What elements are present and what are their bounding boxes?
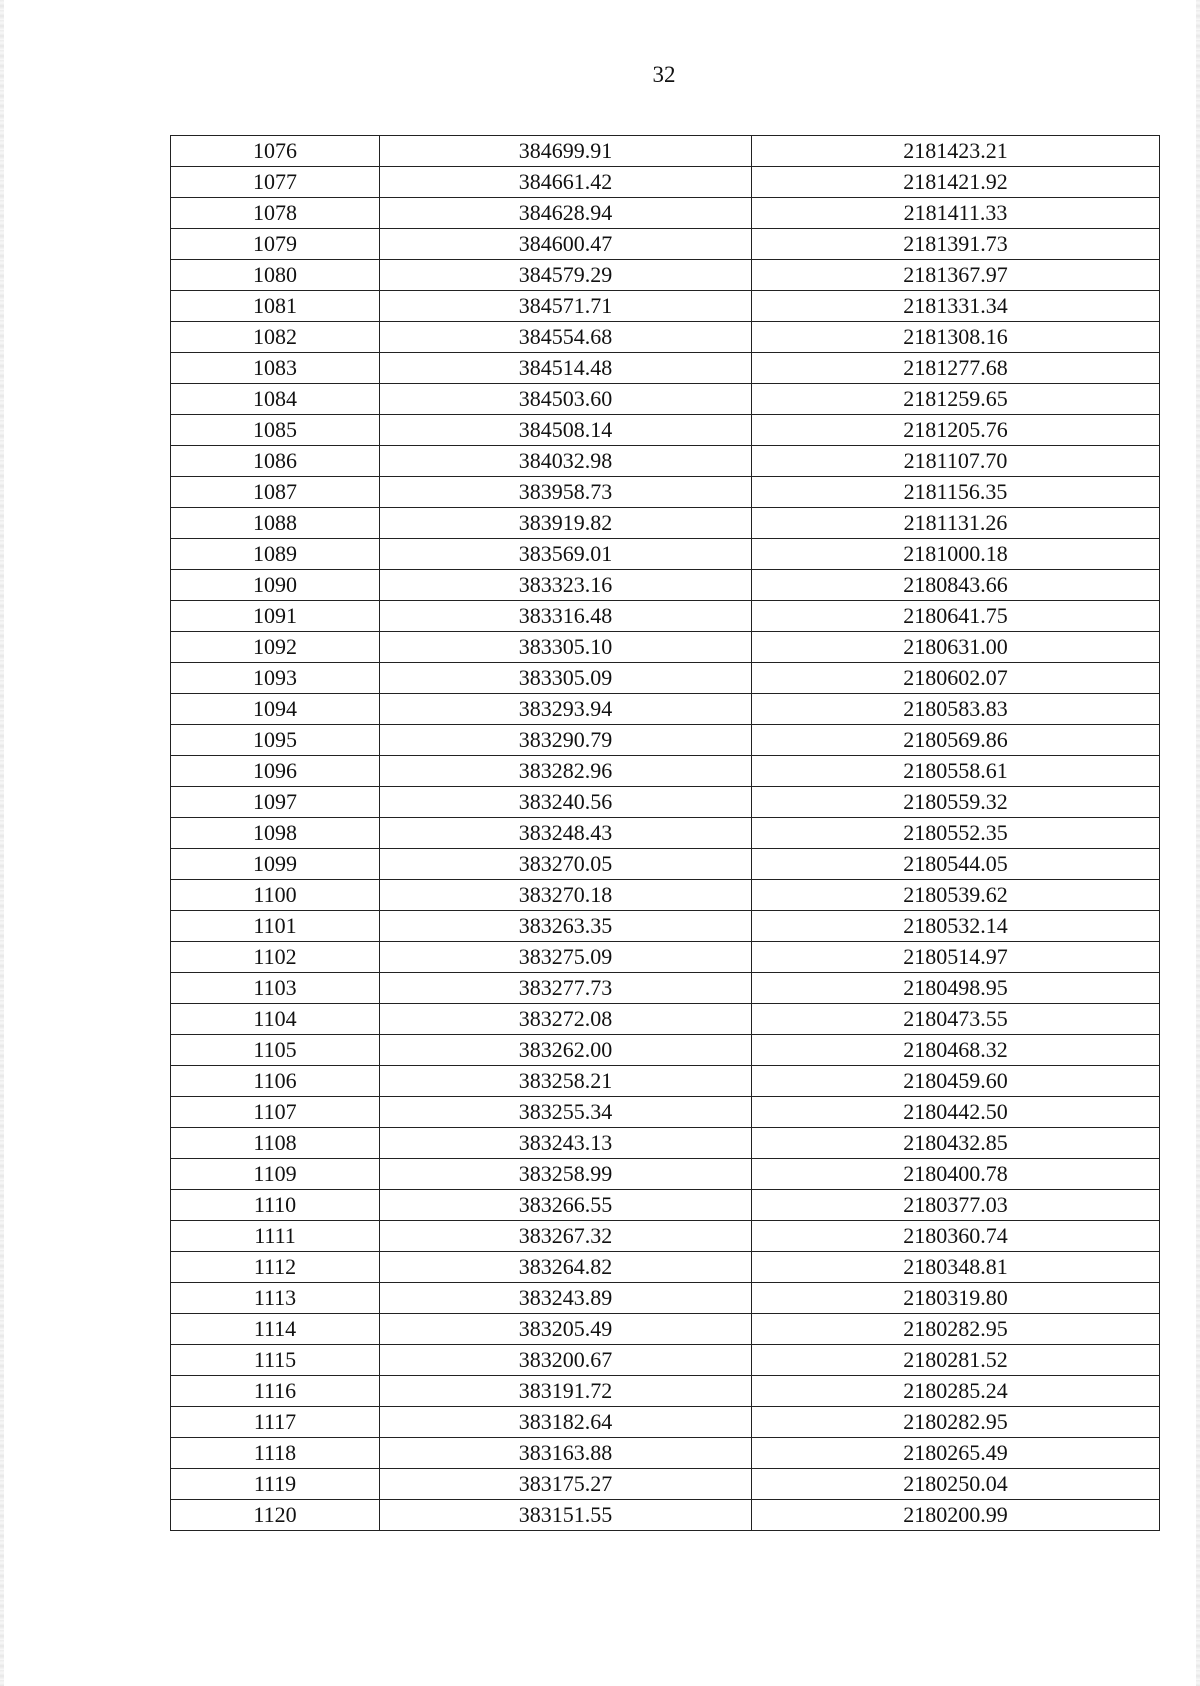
table-row: [171, 911, 1160, 942]
y-coordinate-cell: 2180442.50: [752, 1097, 1160, 1128]
x-coordinate-cell: 384503.60: [380, 384, 752, 415]
x-coordinate-cell: 383267.32: [380, 1221, 752, 1252]
point-number-cell: 1076: [171, 136, 380, 167]
x-coordinate-cell: 383264.82: [380, 1252, 752, 1283]
y-coordinate-cell: 2180498.95: [752, 973, 1160, 1004]
point-number-cell: 1119: [171, 1469, 380, 1500]
x-coordinate-cell: 383282.96: [380, 756, 752, 787]
x-coordinate-cell: 383248.43: [380, 818, 752, 849]
x-coordinate-cell: 383243.13: [380, 1128, 752, 1159]
x-coordinate-cell: 383275.09: [380, 942, 752, 973]
point-number-cell: 1101: [171, 911, 380, 942]
table-row: [171, 818, 1160, 849]
table-row: [171, 880, 1160, 911]
point-number-cell: 1090: [171, 570, 380, 601]
table-row: [171, 1004, 1160, 1035]
table-row: [171, 322, 1160, 353]
table-row: [171, 539, 1160, 570]
y-coordinate-cell: 2180348.81: [752, 1252, 1160, 1283]
scan-edge-left: [0, 0, 4, 1686]
point-number-cell: 1083: [171, 353, 380, 384]
y-coordinate-cell: 2180459.60: [752, 1066, 1160, 1097]
y-coordinate-cell: 2181277.68: [752, 353, 1160, 384]
point-number-cell: 1112: [171, 1252, 380, 1283]
point-number-cell: 1099: [171, 849, 380, 880]
y-coordinate-cell: 2180282.95: [752, 1407, 1160, 1438]
point-number-cell: 1085: [171, 415, 380, 446]
table-row: [171, 1345, 1160, 1376]
table-row: [171, 632, 1160, 663]
table-row: [171, 1221, 1160, 1252]
point-number-cell: 1106: [171, 1066, 380, 1097]
x-coordinate-cell: 383240.56: [380, 787, 752, 818]
point-number-cell: 1108: [171, 1128, 380, 1159]
y-coordinate-cell: 2180473.55: [752, 1004, 1160, 1035]
table-row: [171, 570, 1160, 601]
table-row: [171, 1190, 1160, 1221]
table-row: [171, 291, 1160, 322]
point-number-cell: 1077: [171, 167, 380, 198]
y-coordinate-cell: 2181107.70: [752, 446, 1160, 477]
y-coordinate-cell: 2181308.16: [752, 322, 1160, 353]
point-number-cell: 1095: [171, 725, 380, 756]
point-number-cell: 1088: [171, 508, 380, 539]
point-number-cell: 1117: [171, 1407, 380, 1438]
table-row: [171, 725, 1160, 756]
x-coordinate-cell: 384600.47: [380, 229, 752, 260]
table-row: [171, 1438, 1160, 1469]
point-number-cell: 1102: [171, 942, 380, 973]
table-row: [171, 229, 1160, 260]
x-coordinate-cell: 383305.09: [380, 663, 752, 694]
table-row: [171, 508, 1160, 539]
point-number-cell: 1096: [171, 756, 380, 787]
y-coordinate-cell: 2181391.73: [752, 229, 1160, 260]
y-coordinate-cell: 2180539.62: [752, 880, 1160, 911]
table-row: [171, 1283, 1160, 1314]
y-coordinate-cell: 2180285.24: [752, 1376, 1160, 1407]
point-number-cell: 1082: [171, 322, 380, 353]
table-row: [171, 694, 1160, 725]
y-coordinate-cell: 2180602.07: [752, 663, 1160, 694]
point-number-cell: 1079: [171, 229, 380, 260]
point-number-cell: 1087: [171, 477, 380, 508]
table-row: [171, 787, 1160, 818]
coordinate-table-body: [171, 136, 1160, 1531]
y-coordinate-cell: 2180200.99: [752, 1500, 1160, 1531]
table-row: [171, 849, 1160, 880]
x-coordinate-cell: 383316.48: [380, 601, 752, 632]
point-number-cell: 1115: [171, 1345, 380, 1376]
table-row: [171, 756, 1160, 787]
y-coordinate-cell: 2181423.21: [752, 136, 1160, 167]
y-coordinate-cell: 2180552.35: [752, 818, 1160, 849]
table-row: [171, 477, 1160, 508]
table-row: [171, 1128, 1160, 1159]
table-row: [171, 415, 1160, 446]
point-number-cell: 1105: [171, 1035, 380, 1066]
point-number-cell: 1100: [171, 880, 380, 911]
point-number-cell: 1113: [171, 1283, 380, 1314]
x-coordinate-cell: 383290.79: [380, 725, 752, 756]
y-coordinate-cell: 2181156.35: [752, 477, 1160, 508]
point-number-cell: 1080: [171, 260, 380, 291]
table-row: [171, 384, 1160, 415]
x-coordinate-cell: 383569.01: [380, 539, 752, 570]
y-coordinate-cell: 2180631.00: [752, 632, 1160, 663]
y-coordinate-cell: 2180250.04: [752, 1469, 1160, 1500]
point-number-cell: 1118: [171, 1438, 380, 1469]
point-number-cell: 1116: [171, 1376, 380, 1407]
table-row: [171, 1500, 1160, 1531]
point-number-cell: 1111: [171, 1221, 380, 1252]
x-coordinate-cell: 384571.71: [380, 291, 752, 322]
x-coordinate-cell: 384661.42: [380, 167, 752, 198]
table-row: [171, 198, 1160, 229]
point-number-cell: 1107: [171, 1097, 380, 1128]
y-coordinate-cell: 2180400.78: [752, 1159, 1160, 1190]
y-coordinate-cell: 2181259.65: [752, 384, 1160, 415]
table-row: [171, 601, 1160, 632]
x-coordinate-cell: 383270.05: [380, 849, 752, 880]
x-coordinate-cell: 383323.16: [380, 570, 752, 601]
table-row: [171, 1035, 1160, 1066]
x-coordinate-cell: 383163.88: [380, 1438, 752, 1469]
y-coordinate-cell: 2180641.75: [752, 601, 1160, 632]
y-coordinate-cell: 2180514.97: [752, 942, 1160, 973]
x-coordinate-cell: 383258.99: [380, 1159, 752, 1190]
table-row: [171, 1376, 1160, 1407]
y-coordinate-cell: 2180558.61: [752, 756, 1160, 787]
y-coordinate-cell: 2180377.03: [752, 1190, 1160, 1221]
scan-edge-right: [1196, 0, 1200, 1686]
point-number-cell: 1081: [171, 291, 380, 322]
y-coordinate-cell: 2180532.14: [752, 911, 1160, 942]
y-coordinate-cell: 2180843.66: [752, 570, 1160, 601]
point-number-cell: 1092: [171, 632, 380, 663]
table-row: [171, 1159, 1160, 1190]
point-number-cell: 1103: [171, 973, 380, 1004]
y-coordinate-cell: 2181331.34: [752, 291, 1160, 322]
table-row: [171, 353, 1160, 384]
table-row: [171, 1066, 1160, 1097]
y-coordinate-cell: 2181205.76: [752, 415, 1160, 446]
table-row: [171, 663, 1160, 694]
x-coordinate-cell: 384628.94: [380, 198, 752, 229]
y-coordinate-cell: 2180544.05: [752, 849, 1160, 880]
x-coordinate-cell: 383175.27: [380, 1469, 752, 1500]
x-coordinate-cell: 383266.55: [380, 1190, 752, 1221]
y-coordinate-cell: 2180583.83: [752, 694, 1160, 725]
y-coordinate-cell: 2180569.86: [752, 725, 1160, 756]
point-number-cell: 1098: [171, 818, 380, 849]
x-coordinate-cell: 383262.00: [380, 1035, 752, 1066]
y-coordinate-cell: 2180468.32: [752, 1035, 1160, 1066]
x-coordinate-cell: 383958.73: [380, 477, 752, 508]
point-number-cell: 1120: [171, 1500, 380, 1531]
y-coordinate-cell: 2181131.26: [752, 508, 1160, 539]
x-coordinate-cell: 383263.35: [380, 911, 752, 942]
y-coordinate-cell: 2181000.18: [752, 539, 1160, 570]
table-row: [171, 1407, 1160, 1438]
table-row: [171, 1469, 1160, 1500]
point-number-cell: 1089: [171, 539, 380, 570]
point-number-cell: 1109: [171, 1159, 380, 1190]
x-coordinate-cell: 384032.98: [380, 446, 752, 477]
y-coordinate-cell: 2180281.52: [752, 1345, 1160, 1376]
x-coordinate-cell: 383182.64: [380, 1407, 752, 1438]
y-coordinate-cell: 2181411.33: [752, 198, 1160, 229]
x-coordinate-cell: 383305.10: [380, 632, 752, 663]
point-number-cell: 1114: [171, 1314, 380, 1345]
x-coordinate-cell: 383255.34: [380, 1097, 752, 1128]
y-coordinate-cell: 2181421.92: [752, 167, 1160, 198]
point-number-cell: 1104: [171, 1004, 380, 1035]
table-row: [171, 167, 1160, 198]
table-row: [171, 260, 1160, 291]
table-row: [171, 1097, 1160, 1128]
x-coordinate-cell: 383243.89: [380, 1283, 752, 1314]
table-row: [171, 136, 1160, 167]
table-row: [171, 942, 1160, 973]
y-coordinate-cell: 2180360.74: [752, 1221, 1160, 1252]
y-coordinate-cell: 2180282.95: [752, 1314, 1160, 1345]
y-coordinate-cell: 2180265.49: [752, 1438, 1160, 1469]
x-coordinate-cell: 384514.48: [380, 353, 752, 384]
y-coordinate-cell: 2180432.85: [752, 1128, 1160, 1159]
table-row: [171, 973, 1160, 1004]
x-coordinate-cell: 383191.72: [380, 1376, 752, 1407]
x-coordinate-cell: 384554.68: [380, 322, 752, 353]
x-coordinate-cell: 383205.49: [380, 1314, 752, 1345]
x-coordinate-cell: 383272.08: [380, 1004, 752, 1035]
point-number-cell: 1086: [171, 446, 380, 477]
x-coordinate-cell: 383919.82: [380, 508, 752, 539]
coordinate-table: [170, 135, 1160, 1531]
point-number-cell: 1078: [171, 198, 380, 229]
point-number-cell: 1097: [171, 787, 380, 818]
x-coordinate-cell: 384579.29: [380, 260, 752, 291]
table-row: [171, 446, 1160, 477]
x-coordinate-cell: 384508.14: [380, 415, 752, 446]
y-coordinate-cell: 2180559.32: [752, 787, 1160, 818]
x-coordinate-cell: 383151.55: [380, 1500, 752, 1531]
y-coordinate-cell: 2180319.80: [752, 1283, 1160, 1314]
point-number-cell: 1094: [171, 694, 380, 725]
x-coordinate-cell: 383270.18: [380, 880, 752, 911]
x-coordinate-cell: 384699.91: [380, 136, 752, 167]
point-number-cell: 1091: [171, 601, 380, 632]
table-row: [171, 1314, 1160, 1345]
y-coordinate-cell: 2181367.97: [752, 260, 1160, 291]
x-coordinate-cell: 383258.21: [380, 1066, 752, 1097]
table-row: [171, 1252, 1160, 1283]
page-number: 32: [652, 62, 676, 87]
x-coordinate-cell: 383200.67: [380, 1345, 752, 1376]
x-coordinate-cell: 383293.94: [380, 694, 752, 725]
point-number-cell: 1084: [171, 384, 380, 415]
x-coordinate-cell: 383277.73: [380, 973, 752, 1004]
point-number-cell: 1110: [171, 1190, 380, 1221]
point-number-cell: 1093: [171, 663, 380, 694]
